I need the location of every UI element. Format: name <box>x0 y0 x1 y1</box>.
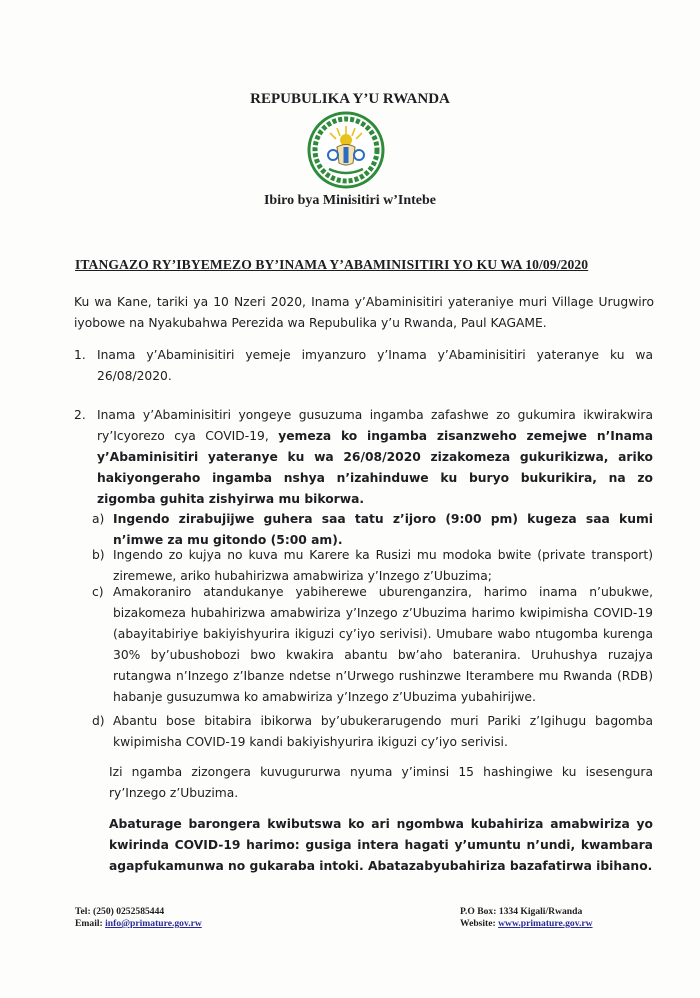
subitem-b-text: Ingendo zo kujya no kuva mu Karere ka Rusizi mu modoka bwite (private transport) ziremewe, ariko hubahirizwa amabwiriza y’Inzego z’Ubuzima; <box>113 548 653 583</box>
subitem-d-text: Abantu bose bitabira ibikorwa by’ubukerarugendo muri Pariki z’Igihugu bagomba kwipimisha COVID-19 kandi bakiyishyurira ikiguzi cy’iyo serivisi. <box>113 714 653 749</box>
item-2-bold-text: yemeza ko ingamba zisanzweho zemejwe n’Inama y’Abaminisitiri yateranye ku wa 26/08/2020 zizakomeza gukurikizwa, ariko hakiyongeraho ingamba nshya n’izahinduwe ku buryo bukurikira, na zo zigomba guhita zishyirwa mu bikorwa. <box>97 429 653 506</box>
footer-website-link[interactable]: www.primature.gov.rw <box>498 918 593 929</box>
footer-email-link[interactable]: info@primature.gov.rw <box>105 918 202 929</box>
footer-email-line <box>75 918 202 930</box>
footer-website-line <box>460 918 593 930</box>
closing-reminder: Abaturage barongera kwibutswa ko ari ngombwa kubahiriza amabwiriza yo kwirinda COVID-19 harimo: gusiga intera hagati y’umuntu n’undi, kwambara agapfukamunwa no gukaraba intoki. Abatazabyubahiriza bazafatirwa ibihano. <box>109 817 653 873</box>
subitem-letter-a: a) <box>92 512 105 526</box>
office-subheading: Ibiro bya Minisitiri w’Intebe <box>263 193 437 208</box>
country-heading: REPUBULIKA Y’U RWANDA <box>250 91 450 107</box>
subitem-a-text: Ingendo zirabujijwe guhera saa tatu z’ijoro (9:00 pm) kugeza saa kumi n’imwe za mu gitondo (5:00 am). <box>113 512 653 547</box>
review-note: Izi ngamba zizongera kuvugururwa nyuma y’iminsi 15 hashingiwe ku isesengura ry’Inzego z’Ubuzima. <box>109 765 653 800</box>
footer-website-label: Website: <box>460 918 496 929</box>
subitem-letter-b: b) <box>92 548 105 562</box>
rwanda-seal-emblem <box>307 111 385 189</box>
item-number-1: 1. <box>74 348 86 362</box>
footer-telephone: Tel: (250) 0252585444 <box>75 906 165 917</box>
item-2-text <box>97 405 653 510</box>
item-1-text: Inama y’Abaminisitiri yemeje imyanzuro y’Inama y’Abaminisitiri yateranye ku wa 26/08/2020. <box>97 348 653 383</box>
item-number-2: 2. <box>74 408 86 422</box>
footer-email-label: Email: <box>75 918 103 929</box>
footer-pobox: P.O Box: 1334 Kigali/Rwanda <box>460 906 583 917</box>
subitem-c-text: Amakoraniro atandukanye yabiherewe uburenganzira, harimo inama n’ubukwe, bizakomeza hubahirizwa amabwiriza y’Inzego z’Ubuzima harimo kwipimisha COVID-19 (abayitabiriye bakiyishyurira ikiguzi cy’iyo serivisi). Umubare wabo ntugomba kurenga 30% by’ubushobozi bwo kwakira abantu bw’aho bateranira. Uruhushya ruzajya rutangwa n’Inzego z’Ibanze ndetse n’Urwego rushinzwe Iterambere mu Rwanda (RDB) habanje gusuzumwa ko amabwiriza y’Inzego z’Ubuzima yubahirijwe. <box>113 585 653 704</box>
item-2-plain-text: Inama y’Abaminisitiri yongeye gusuzuma ingamba zafashwe zo gukumira ikwirakwira ry’Icyorezo cya COVID-19, <box>97 408 653 443</box>
intro-paragraph: Ku wa Kane, tariki ya 10 Nzeri 2020, Inama y’Abaminisitiri yateraniye muri Village Urugwiro iyobowe na Nyakubahwa Perezida wa Repubulika y’u Rwanda, Paul KAGAME. <box>74 295 654 330</box>
document-title: ITANGAZO RY’IBYEMEZO BY’INAMA Y’ABAMINISITIRI YO KU WA 10/09/2020 <box>75 257 589 272</box>
subitem-letter-c: c) <box>92 585 104 599</box>
subitem-letter-d: d) <box>92 714 105 728</box>
